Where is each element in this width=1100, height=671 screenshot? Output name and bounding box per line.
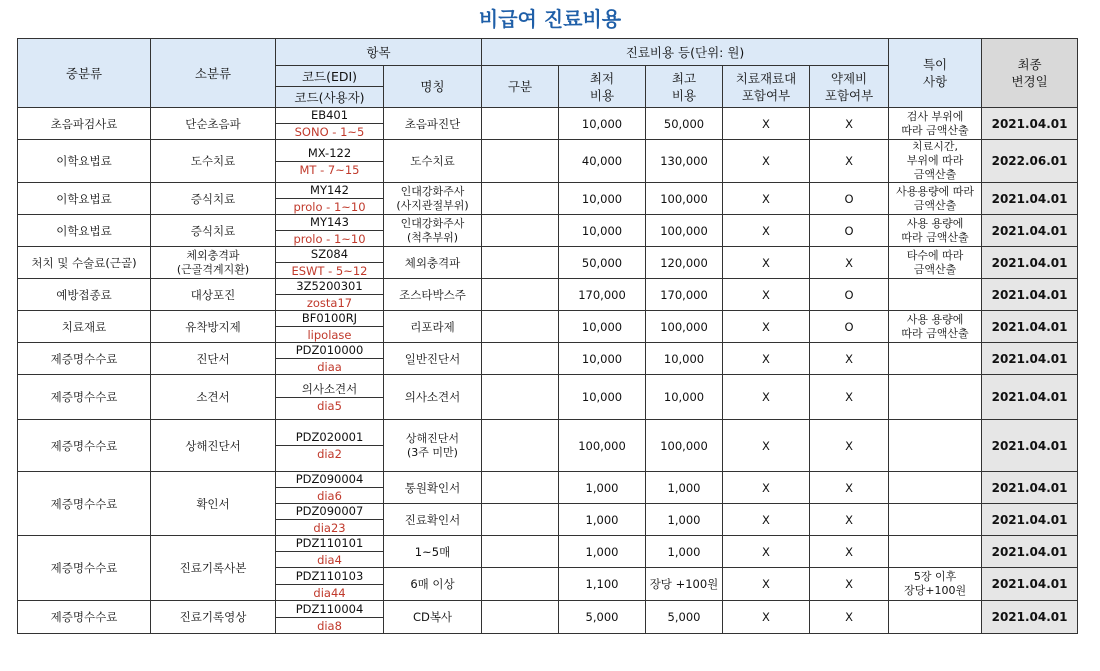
cell-name: 의사소견서 — [384, 375, 482, 420]
cell-max-cost: 100,000 — [646, 420, 723, 472]
cell-mid-category: 이학요법료 — [18, 140, 151, 183]
cell-min-cost: 1,000 — [559, 504, 646, 536]
cell-last-changed: 2021.04.01 — [982, 343, 1078, 375]
header-code-edi: 코드(EDI) — [276, 66, 384, 87]
cell-material-included: X — [723, 343, 810, 375]
cell-sub-category: 진단서 — [151, 343, 276, 375]
cell-material-included: X — [723, 601, 810, 634]
cell-drug-included: X — [810, 601, 889, 634]
header-code-user: 코드(사용자) — [276, 87, 384, 108]
cell-last-changed: 2022.06.01 — [982, 140, 1078, 183]
cell-drug-included: O — [810, 183, 889, 215]
cell-note — [889, 375, 982, 420]
header-last-changed: 최종 변경일 — [982, 39, 1078, 108]
cell-last-changed: 2021.04.01 — [982, 183, 1078, 215]
cell-sub-category: 단순초음파 — [151, 108, 276, 140]
cell-min-cost: 1,000 — [559, 536, 646, 568]
cell-max-cost: 120,000 — [646, 247, 723, 279]
cell-material-included: X — [723, 279, 810, 311]
cell-last-changed: 2021.04.01 — [982, 108, 1078, 140]
cell-min-cost: 10,000 — [559, 183, 646, 215]
table-row — [18, 140, 1078, 183]
cell-name: 일반진단서 — [384, 343, 482, 375]
cell-mid-category: 제증명수수료 — [18, 536, 151, 601]
table-header — [18, 39, 1078, 108]
cell-drug-included: X — [810, 504, 889, 536]
table-row — [18, 108, 1078, 140]
cell-min-cost: 5,000 — [559, 601, 646, 634]
header-max: 최고 비용 — [646, 66, 723, 108]
cell-max-cost: 5,000 — [646, 601, 723, 634]
cell-material-included: X — [723, 215, 810, 247]
cell-gubun — [482, 472, 559, 504]
cell-mid-category: 제증명수수료 — [18, 343, 151, 375]
cell-min-cost: 10,000 — [559, 343, 646, 375]
cell-name: 1~5매 — [384, 536, 482, 568]
cell-last-changed: 2021.04.01 — [982, 420, 1078, 472]
cell-name: 통원확인서 — [384, 472, 482, 504]
cell-min-cost: 40,000 — [559, 140, 646, 183]
cell-last-changed: 2021.04.01 — [982, 375, 1078, 420]
cell-material-included: X — [723, 536, 810, 568]
table-row — [18, 420, 1078, 472]
cell-code: PDZ110101 dia4 — [276, 536, 384, 568]
cell-drug-included: X — [810, 343, 889, 375]
table-row — [18, 215, 1078, 247]
cell-note — [889, 420, 982, 472]
cell-min-cost: 10,000 — [559, 215, 646, 247]
cell-gubun — [482, 504, 559, 536]
cell-min-cost: 1,100 — [559, 568, 646, 601]
cell-code: MY143 prolo - 1~10 — [276, 215, 384, 247]
header-material: 치료재료대 포함여부 — [723, 66, 810, 108]
cell-name: 리포라제 — [384, 311, 482, 343]
cell-note: 5장 이후 장당+100원 — [889, 568, 982, 601]
cell-max-cost: 100,000 — [646, 215, 723, 247]
cell-note — [889, 601, 982, 634]
cell-max-cost: 10,000 — [646, 375, 723, 420]
cell-material-included: X — [723, 375, 810, 420]
cell-last-changed: 2021.04.01 — [982, 472, 1078, 504]
table-body — [18, 108, 1078, 634]
cell-material-included: X — [723, 183, 810, 215]
cell-sub-category: 소견서 — [151, 375, 276, 420]
cell-gubun — [482, 568, 559, 601]
cell-drug-included: X — [810, 140, 889, 183]
page-title: 비급여 진료비용 — [478, 7, 622, 31]
cell-code: 의사소견서 dia5 — [276, 375, 384, 420]
cell-code: MX-122 MT - 7~15 — [276, 140, 384, 183]
cell-sub-category: 증식치료 — [151, 215, 276, 247]
cell-material-included: X — [723, 504, 810, 536]
cell-note: 사용 용량에 따라 금액산출 — [889, 215, 982, 247]
cell-gubun — [482, 279, 559, 311]
cell-mid-category: 제증명수수료 — [18, 601, 151, 634]
cell-mid-category: 예방접종료 — [18, 279, 151, 311]
cell-name: 도수치료 — [384, 140, 482, 183]
cell-min-cost: 10,000 — [559, 108, 646, 140]
cell-mid-category: 이학요법료 — [18, 215, 151, 247]
cell-drug-included: X — [810, 568, 889, 601]
header-mid: 중분류 — [18, 39, 151, 108]
table-row — [18, 311, 1078, 343]
cell-code: PDZ010000 diaa — [276, 343, 384, 375]
cell-mid-category: 제증명수수료 — [18, 420, 151, 472]
cell-max-cost: 50,000 — [646, 108, 723, 140]
table-row — [18, 601, 1078, 634]
cell-material-included: X — [723, 311, 810, 343]
cell-sub-category: 체외충격파 (근골격계지환) — [151, 247, 276, 279]
cell-material-included: X — [723, 420, 810, 472]
cell-drug-included: X — [810, 472, 889, 504]
header-name: 명칭 — [384, 66, 482, 108]
cell-sub-category: 증식치료 — [151, 183, 276, 215]
cell-drug-included: X — [810, 375, 889, 420]
table-row — [18, 375, 1078, 420]
cell-drug-included: X — [810, 536, 889, 568]
header-sub: 소분류 — [151, 39, 276, 108]
cell-last-changed: 2021.04.01 — [982, 536, 1078, 568]
cell-code: PDZ090004 dia6 — [276, 472, 384, 504]
cell-code: SZ084 ESWT - 5~12 — [276, 247, 384, 279]
cell-sub-category: 도수치료 — [151, 140, 276, 183]
cell-gubun — [482, 140, 559, 183]
fee-table — [17, 38, 1078, 634]
table-row — [18, 279, 1078, 311]
cell-note — [889, 279, 982, 311]
cell-gubun — [482, 420, 559, 472]
cell-sub-category: 확인서 — [151, 472, 276, 536]
cell-last-changed: 2021.04.01 — [982, 279, 1078, 311]
cell-note — [889, 536, 982, 568]
cell-material-included: X — [723, 568, 810, 601]
cell-name: 조스타박스주 — [384, 279, 482, 311]
cell-max-cost: 1,000 — [646, 472, 723, 504]
cell-note — [889, 472, 982, 504]
cell-min-cost: 170,000 — [559, 279, 646, 311]
cell-drug-included: X — [810, 247, 889, 279]
cell-mid-category: 처치 및 수술료(근골) — [18, 247, 151, 279]
cell-sub-category: 진료기록사본 — [151, 536, 276, 601]
cell-name: 인대강화주사 (사지관절부위) — [384, 183, 482, 215]
cell-drug-included: X — [810, 108, 889, 140]
table-row — [18, 472, 1078, 504]
cell-max-cost: 130,000 — [646, 140, 723, 183]
cell-sub-category: 진료기록영상 — [151, 601, 276, 634]
cell-code: BF0100RJ lipolase — [276, 311, 384, 343]
cell-min-cost: 10,000 — [559, 375, 646, 420]
table-row — [18, 247, 1078, 279]
cell-code: MY142 prolo - 1~10 — [276, 183, 384, 215]
cell-mid-category: 초음파검사료 — [18, 108, 151, 140]
cell-code: PDZ110004 dia8 — [276, 601, 384, 634]
cell-max-cost: 100,000 — [646, 311, 723, 343]
cell-max-cost: 100,000 — [646, 183, 723, 215]
cell-note: 타수에 따라 금액산출 — [889, 247, 982, 279]
cell-drug-included: X — [810, 420, 889, 472]
cell-gubun — [482, 247, 559, 279]
cell-material-included: X — [723, 108, 810, 140]
cell-note: 사용 용량에 따라 금액산출 — [889, 311, 982, 343]
cell-note: 검사 부위에 따라 금액산출 — [889, 108, 982, 140]
cell-last-changed: 2021.04.01 — [982, 247, 1078, 279]
table-row — [18, 536, 1078, 568]
cell-min-cost: 50,000 — [559, 247, 646, 279]
cell-drug-included: O — [810, 311, 889, 343]
cell-max-cost: 170,000 — [646, 279, 723, 311]
cell-max-cost: 장당 +100원 — [646, 568, 723, 601]
cell-gubun — [482, 343, 559, 375]
cell-code: PDZ110103 dia44 — [276, 568, 384, 601]
cell-name: 6매 이상 — [384, 568, 482, 601]
cell-gubun — [482, 108, 559, 140]
cell-note — [889, 343, 982, 375]
cell-name: 진료확인서 — [384, 504, 482, 536]
cell-name: 상해진단서 (3주 미만) — [384, 420, 482, 472]
cell-gubun — [482, 215, 559, 247]
cell-min-cost: 10,000 — [559, 311, 646, 343]
cell-gubun — [482, 375, 559, 420]
table-row — [18, 183, 1078, 215]
cell-mid-category: 제증명수수료 — [18, 375, 151, 420]
cell-gubun — [482, 601, 559, 634]
cell-sub-category: 상해진단서 — [151, 420, 276, 472]
cell-mid-category: 치료재료 — [18, 311, 151, 343]
cell-gubun — [482, 536, 559, 568]
cell-min-cost: 100,000 — [559, 420, 646, 472]
header-min: 최저 비용 — [559, 66, 646, 108]
cell-drug-included: O — [810, 279, 889, 311]
cell-note — [889, 504, 982, 536]
cell-mid-category: 제증명수수료 — [18, 472, 151, 536]
cell-code: 3Z5200301 zosta17 — [276, 279, 384, 311]
cell-material-included: X — [723, 140, 810, 183]
cell-min-cost: 1,000 — [559, 472, 646, 504]
cell-note: 치료시간, 부위에 따라 금액산출 — [889, 140, 982, 183]
cell-material-included: X — [723, 247, 810, 279]
cell-name: 인대강화주사 (척추부위) — [384, 215, 482, 247]
cell-name: CD복사 — [384, 601, 482, 634]
cell-note: 사용용량에 따라 금액산출 — [889, 183, 982, 215]
cell-gubun — [482, 311, 559, 343]
cell-max-cost: 1,000 — [646, 536, 723, 568]
header-gubun: 구분 — [482, 66, 559, 108]
header-cost-group: 진료비용 등(단위: 원) — [482, 39, 889, 66]
cell-gubun — [482, 183, 559, 215]
cell-name: 초음파진단 — [384, 108, 482, 140]
cell-last-changed: 2021.04.01 — [982, 215, 1078, 247]
header-item: 항목 — [276, 39, 482, 66]
cell-code: PDZ020001 dia2 — [276, 420, 384, 472]
cell-last-changed: 2021.04.01 — [982, 311, 1078, 343]
header-drug: 약제비 포함여부 — [810, 66, 889, 108]
cell-code: EB401 SONO - 1~5 — [276, 108, 384, 140]
cell-mid-category: 이학요법료 — [18, 183, 151, 215]
cell-code: PDZ090007 dia23 — [276, 504, 384, 536]
cell-sub-category: 유착방지제 — [151, 311, 276, 343]
cell-material-included: X — [723, 472, 810, 504]
cell-max-cost: 1,000 — [646, 504, 723, 536]
cell-last-changed: 2021.04.01 — [982, 568, 1078, 601]
table-row — [18, 343, 1078, 375]
cell-drug-included: O — [810, 215, 889, 247]
cell-last-changed: 2021.04.01 — [982, 504, 1078, 536]
cell-sub-category: 대상포진 — [151, 279, 276, 311]
header-note: 특이 사항 — [889, 39, 982, 108]
cell-last-changed: 2021.04.01 — [982, 601, 1078, 634]
cell-max-cost: 10,000 — [646, 343, 723, 375]
cell-name: 체외충격파 — [384, 247, 482, 279]
